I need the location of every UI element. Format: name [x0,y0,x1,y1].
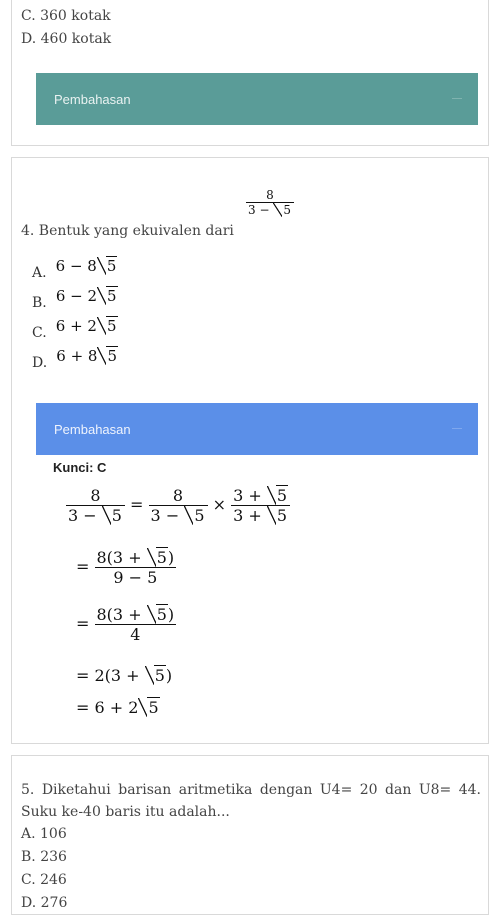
pembahasan-toggle[interactable] [36,73,478,125]
pembahasan-toggle[interactable] [36,403,478,455]
question-5-card [11,755,489,915]
step2-den: 9 − 5 [95,567,177,587]
option-d[interactable]: D. 460 kotak [21,31,112,47]
option-c[interactable]: C. 246 [21,872,67,888]
step1-num2: 8 [172,486,184,505]
expr-den-a: 3 − [248,203,270,217]
option-c-value: 6 + 2 [55,317,97,335]
step1-den1-root: 5 [111,506,122,525]
step1-num3-root: 5 [276,486,288,505]
step4-close: ) [165,666,173,685]
option-letter: C. [32,325,47,341]
option-d[interactable]: D. 276 [21,895,68,911]
equals-sign: = [76,557,90,576]
chevron-icon [452,98,462,99]
step1-num1: 8 [90,486,101,505]
step3-num-root: 5 [156,605,167,624]
equals-sign: = [130,495,144,514]
question-5-stem [21,779,481,823]
step4-root: 5 [154,666,165,685]
step1-den2: 3 − [150,506,180,525]
option-a[interactable]: A. 106 [21,826,67,842]
option-letter: A. [32,265,47,281]
kunci-label: Kunci: C [53,460,107,475]
option-c[interactable]: C. 360 kotak [21,8,111,24]
pembahasan-label: Pembahasan [54,421,131,437]
question-4-stem: 4. Bentuk yang ekuivalen dari [21,223,234,239]
question-4-card [11,157,489,744]
solution-step-4 [76,666,172,685]
times-sign: × [212,495,226,514]
solution-step-5 [76,698,160,717]
option-d-value: 6 + 8 [56,347,98,365]
question-5-stem-line1: 5. Diketahui barisan aritmetika dengan U4= 20 dan U8= 44. [21,782,481,798]
option-a-value: 6 − 8 [55,257,97,275]
question-4-expression [246,188,294,217]
step1-den1: 3 − [68,506,97,525]
option-letter: D. [32,355,48,371]
solution-step-1 [66,486,290,525]
step3-num: 8(3 + [96,605,142,624]
option-c[interactable] [32,316,118,341]
step4-text: = 2(3 + [76,666,140,685]
step1-den2-root: 5 [194,506,205,525]
chevron-icon [452,428,462,429]
step5-text: = 6 + 2 [76,698,139,717]
step2-num-close: ) [167,548,175,567]
option-a[interactable] [32,256,117,281]
option-b-root: 5 [107,287,117,305]
option-b[interactable] [32,286,118,311]
option-c-root: 5 [106,317,117,335]
expr-numerator: 8 [266,188,274,202]
question-3-card [11,0,489,146]
step1-num3: 3 + [233,486,262,505]
option-b-value: 6 − 2 [55,287,98,305]
pembahasan-label: Pembahasan [54,91,131,107]
step1-den3-root: 5 [276,506,288,525]
step3-num-close: ) [167,605,175,624]
option-b[interactable]: B. 236 [21,849,67,865]
option-d-root: 5 [107,347,118,365]
option-letter: B. [32,295,47,311]
solution-step-3 [76,605,176,644]
step2-num: 8(3 + [96,548,142,567]
question-5-stem-line2: Suku ke-40 baris itu adalah... [21,804,230,820]
option-d[interactable] [32,346,118,371]
step1-den3: 3 + [233,506,262,525]
step3-den: 4 [95,624,177,644]
solution-step-2 [76,548,176,587]
expr-den-root: 5 [283,203,291,217]
equals-sign: = [76,614,90,633]
step2-num-root: 5 [156,548,167,567]
step5-root: 5 [148,698,159,717]
option-a-root: 5 [106,257,117,275]
